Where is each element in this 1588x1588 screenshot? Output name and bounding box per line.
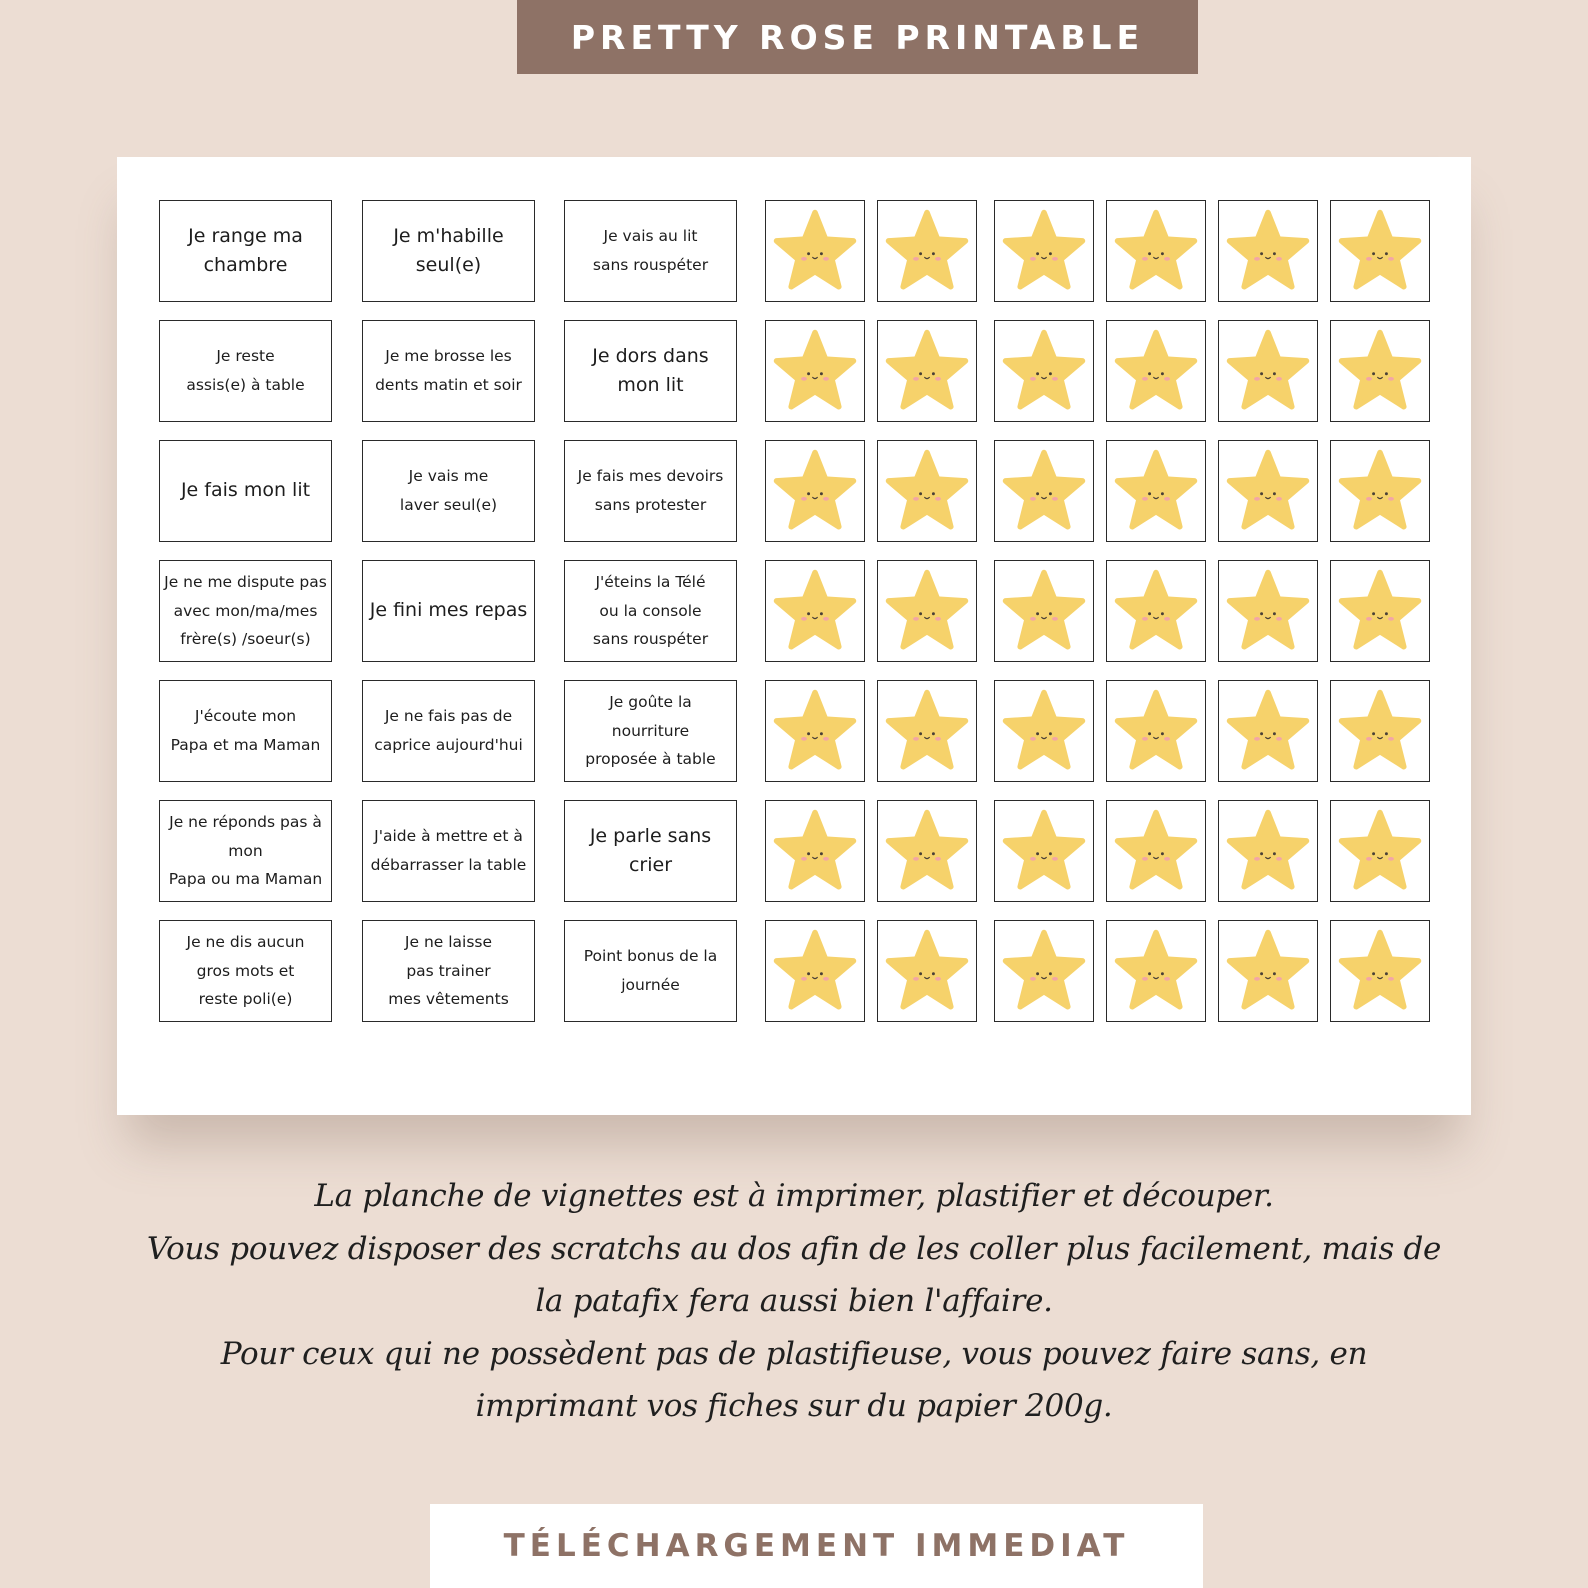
task-card: Je m'habille seul(e) [362, 200, 535, 302]
star-icon [1222, 567, 1314, 655]
star-sticker [877, 200, 977, 302]
instructions-line: Pour ceux qui ne possèdent pas de plastifieuse, vous pouvez faire sans, en [220, 1335, 1368, 1372]
task-card: Je range ma chambre [159, 200, 332, 302]
star-icon [1222, 687, 1314, 775]
task-card: Je fini mes repas [362, 560, 535, 662]
star-sticker [765, 800, 865, 902]
star-sticker [1218, 680, 1318, 782]
star-icon [1110, 687, 1202, 775]
task-card: Je me brosse les dents matin et soir [362, 320, 535, 422]
star-icon [1110, 327, 1202, 415]
star-icon [1334, 807, 1426, 895]
star-icon [1110, 567, 1202, 655]
star-sticker [1330, 200, 1430, 302]
star-icon [998, 207, 1090, 295]
star-sticker [765, 560, 865, 662]
star-sticker [1106, 680, 1206, 782]
star-icon [1334, 567, 1426, 655]
star-sticker [765, 680, 865, 782]
task-card: Je fais mon lit [159, 440, 332, 542]
star-icon [881, 207, 973, 295]
instructions-text [117, 1170, 1471, 1433]
star-sticker [1330, 320, 1430, 422]
instructions-line: imprimant vos fiches sur du papier 200g. [475, 1388, 1113, 1424]
star-icon [769, 447, 861, 535]
task-card: Je ne fais pas de caprice aujourd'hui [362, 680, 535, 782]
star-icon [998, 687, 1090, 775]
task-card: Je reste assis(e) à table [159, 320, 332, 422]
task-card: Je parle sans crier [564, 800, 737, 902]
task-card: J'éteins la Télé ou la console sans rouspéter [564, 560, 737, 662]
star-icon [998, 447, 1090, 535]
star-sticker [1330, 920, 1430, 1022]
star-icon [1110, 447, 1202, 535]
star-icon [1334, 687, 1426, 775]
download-banner: TÉLÉCHARGEMENT IMMEDIAT [430, 1504, 1203, 1588]
star-icon [1222, 207, 1314, 295]
task-card: J'écoute mon Papa et ma Maman [159, 680, 332, 782]
star-icon [1222, 927, 1314, 1015]
star-icon [769, 807, 861, 895]
task-card: Je vais au lit sans rouspéter [564, 200, 737, 302]
star-icon [998, 807, 1090, 895]
star-sticker [877, 680, 977, 782]
star-sticker [877, 440, 977, 542]
star-sticker [1218, 320, 1318, 422]
star-sticker [1330, 800, 1430, 902]
star-icon [1334, 327, 1426, 415]
task-card: Je goûte la nourriture proposée à table [564, 680, 737, 782]
star-sticker [877, 560, 977, 662]
star-icon [1110, 807, 1202, 895]
star-sticker [1218, 200, 1318, 302]
star-icon [881, 687, 973, 775]
star-icon [881, 567, 973, 655]
star-icon [998, 327, 1090, 415]
task-card: Je ne réponds pas à mon Papa ou ma Maman [159, 800, 332, 902]
star-icon [1110, 927, 1202, 1015]
instructions-line: Vous pouvez disposer des scratchs au dos afin de les coller plus facilement, mais de [146, 1230, 1442, 1267]
instructions-line: La planche de vignettes est à imprimer, plastifier et découper. [314, 1178, 1274, 1214]
star-sticker [1330, 560, 1430, 662]
star-sticker [1218, 560, 1318, 662]
star-icon [1222, 447, 1314, 535]
star-sticker [1218, 800, 1318, 902]
star-sticker [994, 320, 1094, 422]
star-icon [881, 327, 973, 415]
star-sticker [994, 920, 1094, 1022]
task-card: Point bonus de la journée [564, 920, 737, 1022]
star-sticker [1106, 560, 1206, 662]
star-sticker [765, 440, 865, 542]
task-card: J'aide à mettre et à débarrasser la table [362, 800, 535, 902]
star-icon [769, 207, 861, 295]
task-card: Je ne laisse pas trainer mes vêtements [362, 920, 535, 1022]
star-icon [769, 927, 861, 1015]
star-sticker [1106, 800, 1206, 902]
star-sticker [1106, 320, 1206, 422]
star-sticker [994, 800, 1094, 902]
star-icon [881, 807, 973, 895]
star-sticker [994, 560, 1094, 662]
star-sticker [765, 920, 865, 1022]
star-sticker [994, 200, 1094, 302]
task-card: Je fais mes devoirs sans protester [564, 440, 737, 542]
task-card: Je dors dans mon lit [564, 320, 737, 422]
star-icon [881, 447, 973, 535]
star-icon [1334, 447, 1426, 535]
star-sticker [877, 320, 977, 422]
star-sticker [1218, 920, 1318, 1022]
star-icon [1110, 207, 1202, 295]
brand-banner: PRETTY ROSE PRINTABLE [517, 0, 1198, 74]
star-sticker [877, 800, 977, 902]
task-card: Je ne me dispute pas avec mon/ma/mes frère(s) /soeur(s) [159, 560, 332, 662]
star-icon [769, 567, 861, 655]
star-sticker [1330, 680, 1430, 782]
star-icon [1334, 927, 1426, 1015]
star-icon [881, 927, 973, 1015]
task-card: Je ne dis aucun gros mots et reste poli(e) [159, 920, 332, 1022]
star-icon [769, 687, 861, 775]
instructions-line: la patafix fera aussi bien l'affaire. [535, 1283, 1053, 1319]
star-icon [1222, 327, 1314, 415]
star-sticker [1106, 200, 1206, 302]
star-icon [998, 927, 1090, 1015]
star-sticker [1330, 440, 1430, 542]
star-icon [998, 567, 1090, 655]
sticker-sheet [117, 157, 1471, 1115]
star-sticker [994, 680, 1094, 782]
star-sticker [765, 320, 865, 422]
task-card: Je vais me laver seul(e) [362, 440, 535, 542]
star-icon [1334, 207, 1426, 295]
star-icon [1222, 807, 1314, 895]
star-icon [769, 327, 861, 415]
star-sticker [994, 440, 1094, 542]
star-sticker [1218, 440, 1318, 542]
star-sticker [1106, 920, 1206, 1022]
star-sticker [1106, 440, 1206, 542]
star-sticker [765, 200, 865, 302]
star-sticker [877, 920, 977, 1022]
